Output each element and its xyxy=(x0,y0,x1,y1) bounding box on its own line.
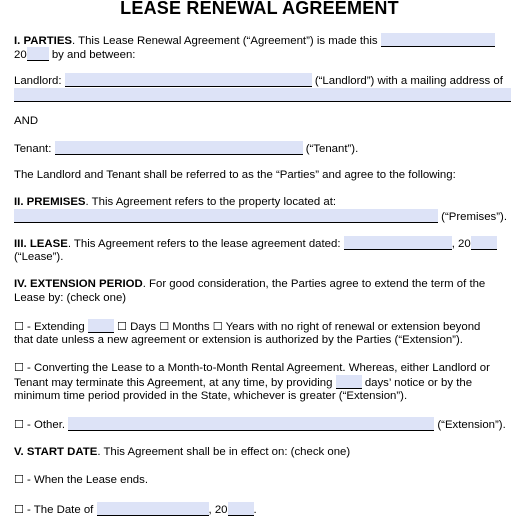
landlord-label: Landlord: xyxy=(14,75,62,87)
extension-option-2-line-3: minimum time period provided in the State, whichever is greater (“Extension”). xyxy=(14,390,408,402)
start-end-period: . xyxy=(253,504,257,516)
extending-checkbox[interactable]: ☐ xyxy=(14,320,24,333)
month-to-month-checkbox[interactable]: ☐ xyxy=(14,361,24,374)
years-checkbox[interactable]: ☐ xyxy=(212,320,223,333)
start-date-line xyxy=(14,445,350,459)
extension-heading: IV. EXTENSION PERIOD xyxy=(14,278,143,290)
lease-text: . This Agreement refers to the lease agreement dated: xyxy=(67,238,341,250)
landlord-name-field[interactable] xyxy=(65,73,312,87)
lease-heading: III. LEASE xyxy=(14,238,68,250)
lease-date-field[interactable] xyxy=(344,236,452,250)
notice-days-field[interactable] xyxy=(336,375,362,389)
lease-line xyxy=(14,236,497,251)
extension-option-1-line-2: that date unless a new agreement or extension is authorized by the Parties (“Extension”). xyxy=(14,334,463,346)
start-option-1 xyxy=(14,473,148,487)
extension-option-2 xyxy=(14,361,490,375)
start-year-field[interactable] xyxy=(228,502,254,516)
agreement-year-field[interactable] xyxy=(27,47,49,61)
landlord-line xyxy=(14,73,503,88)
start-date-heading: V. START DATE xyxy=(14,446,98,458)
tenant-label: Tenant: xyxy=(14,143,52,155)
landlord-address-field[interactable] xyxy=(14,88,511,102)
lease-year-field[interactable] xyxy=(471,236,497,250)
start-year-prefix: , 20 xyxy=(208,504,228,516)
date-of-label: - The Date of xyxy=(27,504,94,516)
agreement-day-field[interactable] xyxy=(381,33,495,47)
parties-line-1 xyxy=(14,33,495,48)
days-label: Days xyxy=(130,321,157,333)
extension-line-1 xyxy=(14,277,485,291)
premises-suffix: (“Premises”). xyxy=(441,211,507,223)
and-text: AND xyxy=(14,115,39,127)
tenant-suffix: (“Tenant”). xyxy=(305,143,359,155)
other-checkbox[interactable]: ☐ xyxy=(14,418,24,431)
agreement-year-prefix: 20 xyxy=(14,49,27,61)
other-label: - Other. xyxy=(27,419,66,431)
extension-option-2-line-2 xyxy=(14,375,472,390)
other-extension-field[interactable] xyxy=(68,417,434,431)
landlord-suffix: (“Landlord”) with a mailing address of xyxy=(314,75,503,87)
premises-address-field[interactable] xyxy=(14,209,438,223)
date-of-checkbox[interactable]: ☐ xyxy=(14,503,24,516)
tenant-line xyxy=(14,141,358,156)
document-title: LEASE RENEWAL AGREEMENT xyxy=(120,0,399,18)
years-label: Years with no right of renewal or extension beyond xyxy=(225,321,481,333)
lease-year-prefix: , 20 xyxy=(451,238,471,250)
lease-suffix: (“Lease”). xyxy=(14,251,64,263)
landlord-address-line xyxy=(14,88,511,103)
parties-heading: I. PARTIES xyxy=(14,35,73,47)
premises-line xyxy=(14,195,336,209)
lease-ends-checkbox[interactable]: ☐ xyxy=(14,473,24,486)
premises-address-line xyxy=(14,209,507,224)
month-to-month-label: - Converting the Lease to a Month-to-Month Rental Agreement. Whereas, either Landlord or xyxy=(27,362,490,374)
parties-referred: The Landlord and Tenant shall be referred to as the “Parties” and agree to the following: xyxy=(14,169,456,181)
notice-text-a: Tenant may terminate this Agreement, at any time, by providing xyxy=(14,377,333,389)
extending-label: - Extending xyxy=(27,321,85,333)
months-checkbox[interactable]: ☐ xyxy=(159,320,170,333)
extending-amount-field[interactable] xyxy=(88,319,114,333)
start-date-field[interactable] xyxy=(97,502,209,516)
parties-line-2 xyxy=(14,47,135,62)
start-date-text: . This Agreement shall be in effect on: (check one) xyxy=(97,446,351,458)
start-option-2 xyxy=(14,502,257,517)
parties-between: by and between: xyxy=(51,49,136,61)
tenant-name-field[interactable] xyxy=(55,141,303,155)
months-label: Months xyxy=(172,321,210,333)
parties-text: . This Lease Renewal Agreement (“Agreement”) is made this xyxy=(72,35,378,47)
premises-heading: II. PREMISES xyxy=(14,196,86,208)
lease-ends-label: - When the Lease ends. xyxy=(27,474,148,486)
extension-text: . For good consideration, the Parties agree to extend the term of the xyxy=(142,278,486,290)
other-suffix: (“Extension”). xyxy=(437,419,506,431)
days-checkbox[interactable]: ☐ xyxy=(117,320,127,333)
extension-option-1 xyxy=(14,319,480,334)
extension-line-2: Lease by: (check one) xyxy=(14,292,127,304)
extension-option-3 xyxy=(14,417,506,432)
premises-text: . This Agreement refers to the property located at: xyxy=(85,196,337,208)
notice-text-b: days’ notice or by the xyxy=(364,377,473,389)
